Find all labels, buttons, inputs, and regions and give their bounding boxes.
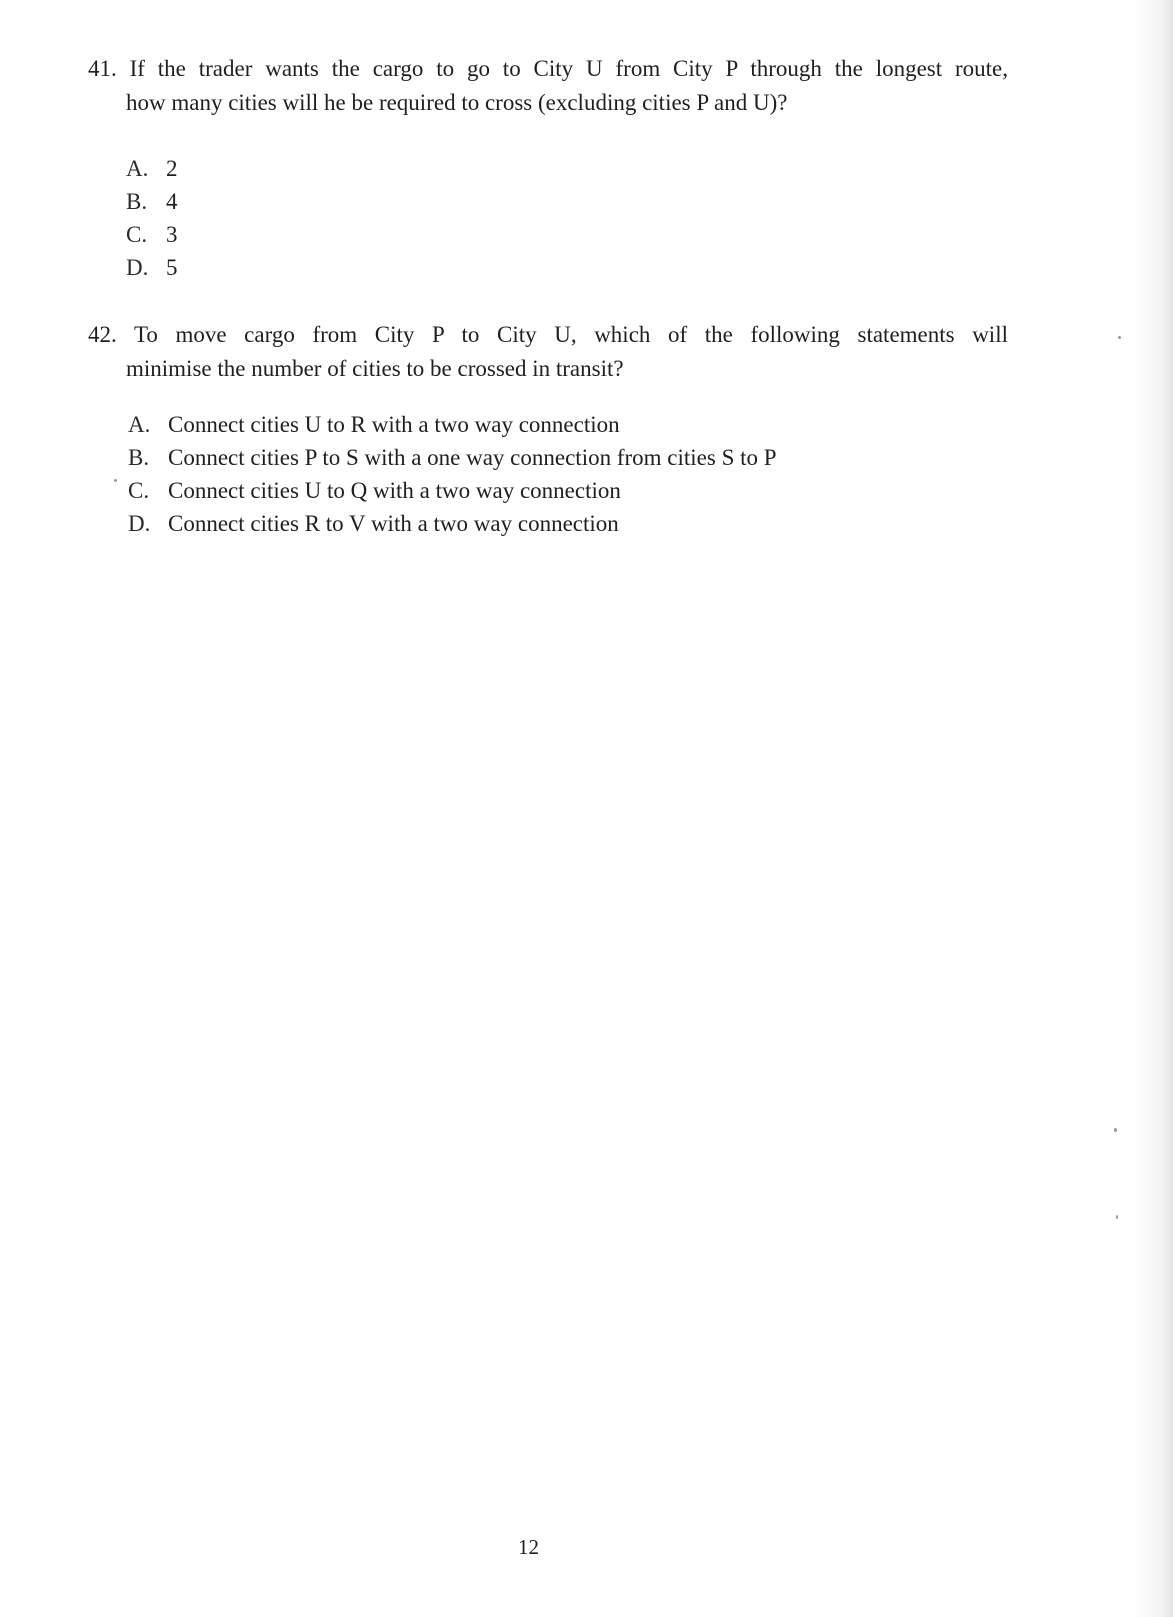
- question-42: [88, 318, 1008, 536]
- option-letter: D.: [126, 255, 149, 280]
- page-number: 12: [518, 1535, 539, 1559]
- option-letter: B.: [128, 445, 150, 470]
- option-letter: C.: [128, 478, 150, 503]
- option-text: 3: [166, 222, 178, 247]
- answer-option-c: [126, 218, 178, 251]
- question-stem-line-2: how many cities will he be required to cross (excluding cities P and U)?: [126, 90, 788, 115]
- option-text: Connect cities R to V with a two way connection: [168, 511, 619, 536]
- question-stem-line-2: minimise the number of cities to be crossed in transit?: [126, 356, 624, 381]
- answer-options: [128, 408, 777, 540]
- question-number: 41.: [88, 56, 117, 81]
- scan-speck: [1116, 1215, 1118, 1219]
- question-stem-line-1: [88, 52, 1008, 86]
- scan-speck: [1114, 1128, 1117, 1132]
- option-letter: C.: [126, 222, 148, 247]
- option-letter: B.: [126, 189, 148, 214]
- answer-option-a: [128, 408, 777, 441]
- scan-speck: [114, 479, 117, 482]
- option-text: 5: [166, 255, 178, 280]
- answer-option-d: [128, 507, 777, 540]
- question-stem-line-1: [88, 318, 1008, 352]
- answer-option-c: [128, 474, 777, 507]
- option-text: Connect cities P to S with a one way connection from cities S to P: [168, 445, 777, 470]
- option-letter: D.: [128, 511, 151, 536]
- question-stem-text: To move cargo from City P to City U, which of the following statements will: [133, 322, 1008, 347]
- option-letter: A.: [126, 156, 149, 181]
- option-text: 4: [166, 189, 178, 214]
- option-text: Connect cities U to R with a two way connection: [168, 412, 620, 437]
- page-edge-shadow: [1133, 0, 1173, 1617]
- question-stem-text: If the trader wants the cargo to go to City U from City P through the longest route,: [129, 56, 1008, 81]
- option-letter: A.: [128, 412, 151, 437]
- question-number: 42.: [88, 322, 117, 347]
- scan-speck: [1118, 336, 1121, 339]
- answer-option-b: [126, 185, 178, 218]
- answer-option-d: [126, 251, 178, 284]
- question-41: [88, 52, 1008, 280]
- answer-options: [126, 152, 178, 284]
- answer-option-a: [126, 152, 178, 185]
- option-text: 2: [166, 156, 178, 181]
- option-text: Connect cities U to Q with a two way connection: [168, 478, 621, 503]
- answer-option-b: [128, 441, 777, 474]
